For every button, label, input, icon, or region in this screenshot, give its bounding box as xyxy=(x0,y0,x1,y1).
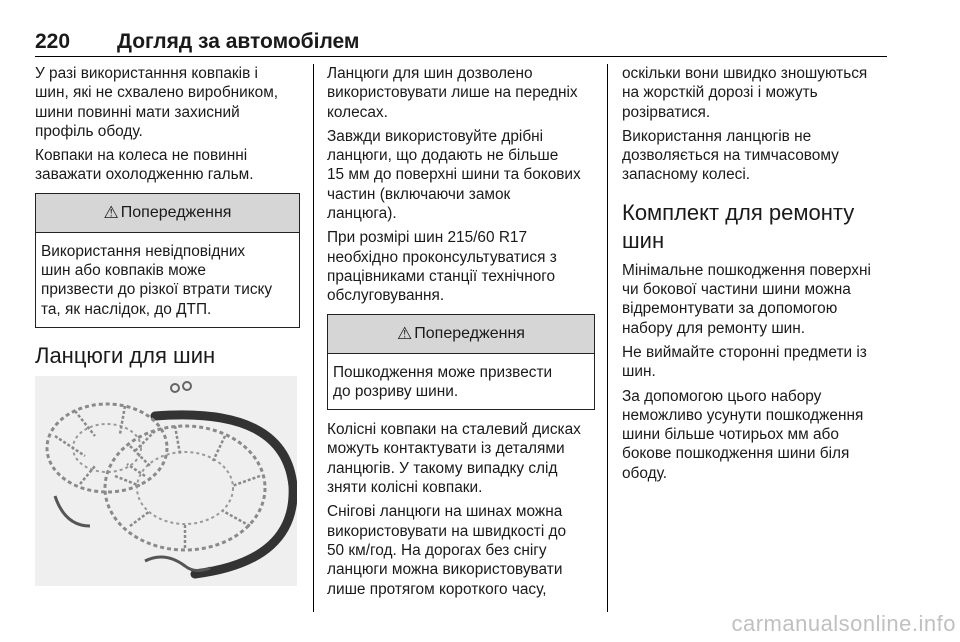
warning-header xyxy=(36,194,299,233)
paragraph: Ланцюги для шин дозволено використовувати лише на передніх колесах. xyxy=(327,65,578,121)
paragraph: Мінімальне пошкодження поверхні чи бокової частини шини можна відремонтувати за допомогою набору для ремонту шин. xyxy=(622,261,871,337)
column-divider xyxy=(313,64,314,612)
paragraph: Завжди використовуйте дрібні ланцюги, що додають не більше 15 мм до поверхні шини та бокових частин (включаючи замок ланцюга). xyxy=(327,127,581,223)
warning-triangle-icon: ⚠ xyxy=(397,323,413,343)
warning-title: Попередження xyxy=(414,324,525,342)
column-3 xyxy=(622,64,887,488)
column-divider xyxy=(607,64,608,612)
section-heading: Комплект для ремонту шин xyxy=(622,199,855,253)
paragraph: Використання ланцюгів не дозволяється на тимчасовому запасному колесі. xyxy=(622,127,839,184)
paragraph: Не виймайте сторонні предмети із шин. xyxy=(622,343,867,381)
paragraph: Снігові ланцюги на шинах можна використовувати на швидкості до 50 км/год. На дорогах без снігу ланцюги можна використовувати лише протягом короткого часу, xyxy=(327,503,567,598)
warning-text: Пошкодження може призвести до розриву шини. xyxy=(333,363,553,400)
paragraph: Ковпаки на колеса не повинні заважати охолодженню гальм. xyxy=(35,147,254,184)
paragraph: При розмірі шин 215/60 R17 необхідно проконсультуватися з працівниками станції технічного обслуговування. xyxy=(327,229,557,305)
section-heading: Ланцюги для шин xyxy=(35,342,216,368)
warning-title: Попередження xyxy=(120,204,232,222)
column-2 xyxy=(327,64,595,604)
paragraph: Колісні ковпаки на сталевий дисках можуть контактувати із деталями ланцюгів. У такому випадку слід зняти колісні ковпаки. xyxy=(327,421,581,497)
warning-triangle-icon: ⚠ xyxy=(103,203,119,223)
warning-box xyxy=(35,193,300,328)
page-number: 220 xyxy=(35,30,71,53)
warning-box xyxy=(327,314,595,411)
warning-text: Використання невідповідних шин або ковпаків може призвести до різкої втрати тиску та, як наслідок, до ДТП. xyxy=(41,242,273,318)
page-title: Догляд за автомобілем xyxy=(117,30,360,53)
page-header xyxy=(35,30,887,57)
paragraph: У разі використанння ковпаків і шин, які не схвалено виробником, шини повинні мати захисний профіль ободу. xyxy=(35,65,279,140)
tire-chains-illustration xyxy=(35,376,297,586)
paragraph: оскільки вони швидко зношуються на жорсткій дорозі і можуть розірватися. xyxy=(622,65,868,121)
paragraph: За допомогою цього набору неможливо усунути пошкодження шини більше чотирьох мм або бокове пошкодження шини біля ободу. xyxy=(622,387,864,482)
warning-header xyxy=(328,315,594,354)
column-1 xyxy=(35,64,300,586)
watermark: carmanualsonline.info xyxy=(731,611,956,636)
